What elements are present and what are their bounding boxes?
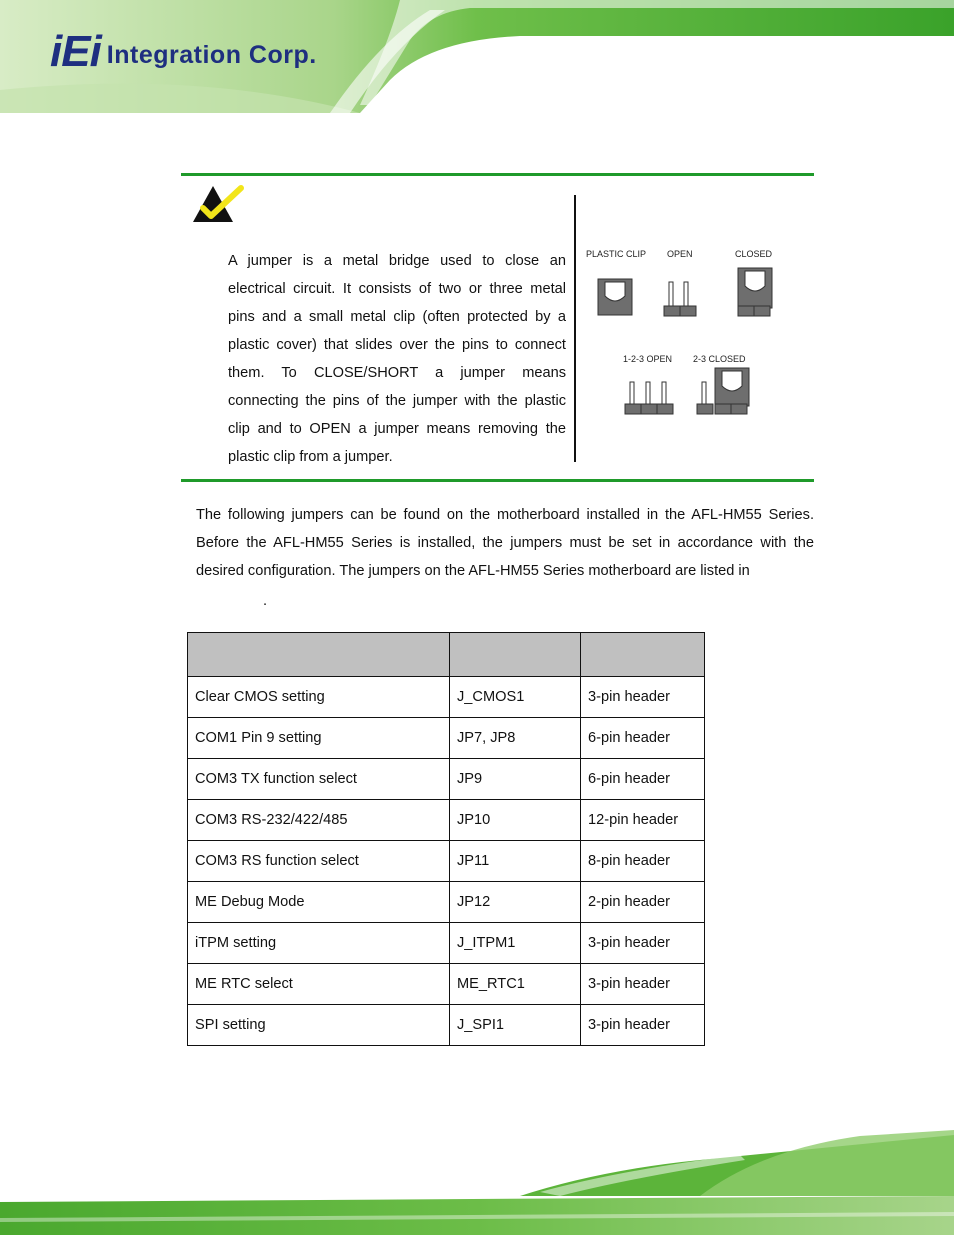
intro-end-period: . <box>263 593 268 609</box>
header-cell-description <box>188 633 450 677</box>
table-row <box>188 923 705 964</box>
cell-description: Clear CMOS setting <box>188 677 450 718</box>
cell-type: 3-pin header <box>581 677 705 718</box>
cell-label: JP12 <box>450 882 581 923</box>
table-row <box>188 964 705 1005</box>
note-divider <box>574 195 576 462</box>
table-row <box>188 1005 705 1046</box>
note-text: A jumper is a metal bridge used to close an electrical circuit. It consists of two or three metal pins and a small metal clip (often protected by a plastic cover) that slides over the pins to connect them. To CLOSE/SHORT a jumper means connecting the pins of the jumper with the plastic clip and to OPEN a jumper means removing the plastic clip from a jumper. <box>228 253 566 465</box>
label-open: OPEN <box>667 249 693 259</box>
cell-type: 6-pin header <box>581 759 705 800</box>
cell-label: J_CMOS1 <box>450 677 581 718</box>
cell-label: JP9 <box>450 759 581 800</box>
cell-type: 8-pin header <box>581 841 705 882</box>
logo-mark: iEi <box>50 27 101 76</box>
label-123-open: 1-2-3 OPEN <box>623 354 673 364</box>
table-row <box>188 718 705 759</box>
three-pin-open-shape <box>625 382 673 414</box>
logo-text: Integration Corp. <box>106 41 317 69</box>
table-row <box>188 677 705 718</box>
cell-type: 3-pin header <box>581 964 705 1005</box>
table-row <box>188 841 705 882</box>
cell-description: COM3 TX function select <box>188 759 450 800</box>
cell-description: iTPM setting <box>188 923 450 964</box>
table-row <box>188 800 705 841</box>
cell-label: JP7, JP8 <box>450 718 581 759</box>
header-cell-type <box>581 633 705 677</box>
note-bottom-rule <box>181 479 814 482</box>
cell-description: ME RTC select <box>188 964 450 1005</box>
header-cell-label <box>450 633 581 677</box>
table-row <box>188 882 705 923</box>
cell-label: J_ITPM1 <box>450 923 581 964</box>
cell-label: JP11 <box>450 841 581 882</box>
jumper-diagram <box>583 244 783 424</box>
note-checkmark-icon <box>191 182 245 224</box>
cell-type: 2-pin header <box>581 882 705 923</box>
jumpers-table <box>187 632 705 1046</box>
intro-paragraph: The following jumpers can be found on the motherboard installed in the AFL-HM55 Series. Before the AFL-HM55 Series is installed, the jumpers must be set in accordance with the desired configuration. The jumpers on the AFL-HM55 Series motherboard are listed in <box>196 507 814 579</box>
company-logo <box>50 24 317 74</box>
cell-label: J_SPI1 <box>450 1005 581 1046</box>
cell-type: 3-pin header <box>581 923 705 964</box>
label-23-closed: 2-3 CLOSED <box>693 354 746 364</box>
table-header-row <box>188 633 705 677</box>
cell-type: 3-pin header <box>581 1005 705 1046</box>
table-row <box>188 759 705 800</box>
cell-label: ME_RTC1 <box>450 964 581 1005</box>
cell-description: ME Debug Mode <box>188 882 450 923</box>
label-closed: CLOSED <box>735 249 773 259</box>
label-plastic-clip: PLASTIC CLIP <box>586 249 647 259</box>
cell-type: 12-pin header <box>581 800 705 841</box>
cell-description: COM1 Pin 9 setting <box>188 718 450 759</box>
footer-banner <box>0 1130 954 1235</box>
cell-label: JP10 <box>450 800 581 841</box>
closed-jumper-shape <box>738 268 772 316</box>
plastic-clip-shape <box>598 279 632 315</box>
cell-type: 6-pin header <box>581 718 705 759</box>
open-jumper-shape <box>664 282 696 316</box>
cell-description: COM3 RS function select <box>188 841 450 882</box>
cell-description: COM3 RS-232/422/485 <box>188 800 450 841</box>
cell-description: SPI setting <box>188 1005 450 1046</box>
three-pin-23-closed-shape <box>697 368 749 414</box>
note-top-rule <box>181 173 814 176</box>
